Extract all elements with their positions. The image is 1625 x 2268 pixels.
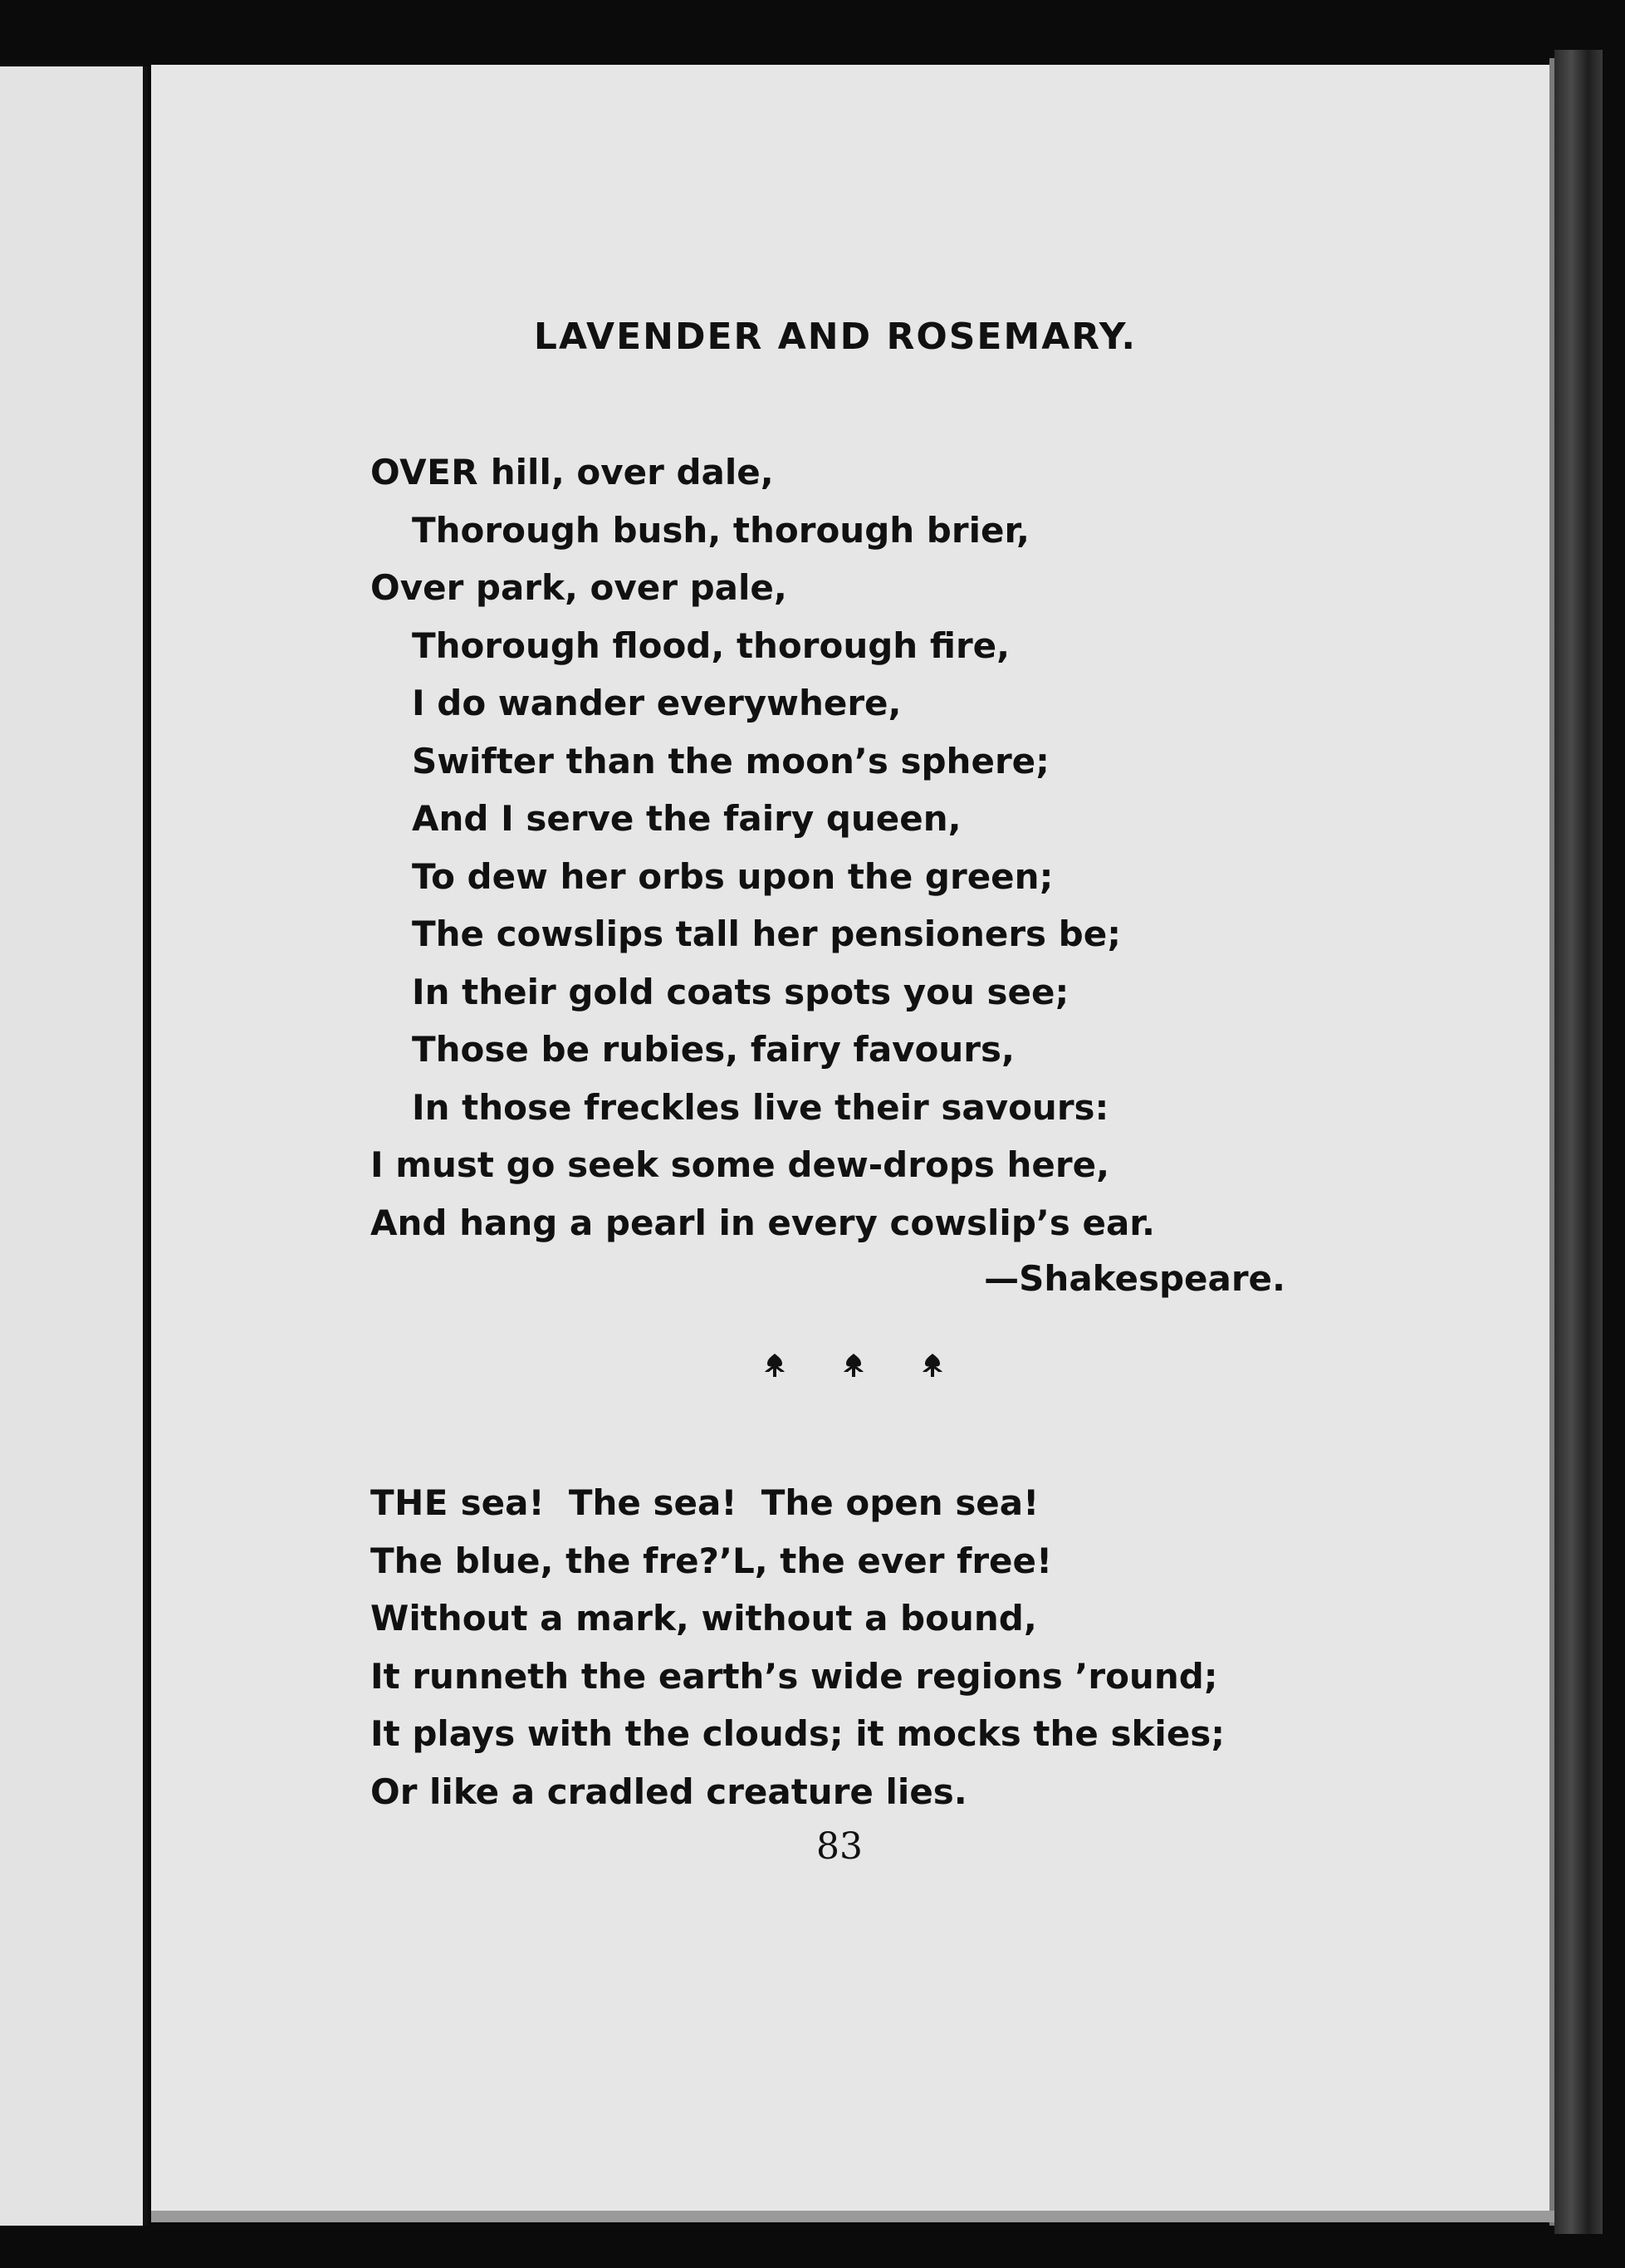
poem-line: Thorough flood, thorough fire, <box>412 625 1011 666</box>
poem-line: In those freckles live their savours: <box>412 1086 1109 1128</box>
poem-line: Over park, over pale, <box>370 567 787 608</box>
poem-line-text: sea! The sea! The open sea! <box>448 1482 1040 1523</box>
poem-line: And I serve the fairy queen, <box>412 798 962 839</box>
poem-line: To dew her orbs upon the green; <box>412 855 1054 897</box>
poem-line: I do wander everywhere, <box>412 683 902 723</box>
poem-line: Thorough bush, thorough brier, <box>412 509 1030 551</box>
poem-line: The blue, the fre?’L, the ever free! <box>370 1540 1053 1581</box>
poem-line: The cowslips tall her pensioners be; <box>412 914 1122 954</box>
poem-line <box>370 1474 1225 1532</box>
poem-line: In their gold coats spots you see; <box>412 971 1069 1012</box>
page-bottom-shadow <box>151 2211 1554 2222</box>
poem-sea <box>370 1474 1225 1820</box>
poem-lead-word: OVER <box>370 452 479 492</box>
poem-lead-word: THE <box>370 1482 448 1523</box>
fleuron-icon <box>920 1352 945 1380</box>
page-title: LAVENDER AND ROSEMARY. <box>533 316 1138 358</box>
book-gutter <box>143 66 148 2226</box>
page-number: 83 <box>816 1825 863 1868</box>
poem-line-text: hill, over dale, <box>478 452 774 492</box>
book-cover <box>1554 50 1603 2234</box>
poem-line: Or like a cradled creature lies. <box>370 1771 967 1812</box>
poem-line: Those be rubies, fairy favours, <box>412 1029 1015 1070</box>
poem-line <box>370 443 1155 502</box>
poem-attribution: —Shakespeare. <box>984 1258 1285 1299</box>
left-page-edge <box>0 66 148 2226</box>
poem-line: Without a mark, without a bound, <box>370 1598 1037 1639</box>
fleuron-icon <box>762 1352 787 1380</box>
poem-shakespeare <box>370 443 1155 1252</box>
fleuron-icon <box>841 1352 866 1380</box>
poem-line: It runneth the earth’s wide regions ’round; <box>370 1655 1218 1697</box>
poem-line: It plays with the clouds; it mocks the skies; <box>370 1713 1226 1754</box>
section-ornaments <box>762 1352 945 1380</box>
poem-line: Swifter than the moon’s sphere; <box>412 740 1050 781</box>
poem-line: I must go seek some dew-drops here, <box>370 1144 1110 1185</box>
poem-line: And hang a pearl in every cowslip’s ear. <box>370 1202 1155 1243</box>
